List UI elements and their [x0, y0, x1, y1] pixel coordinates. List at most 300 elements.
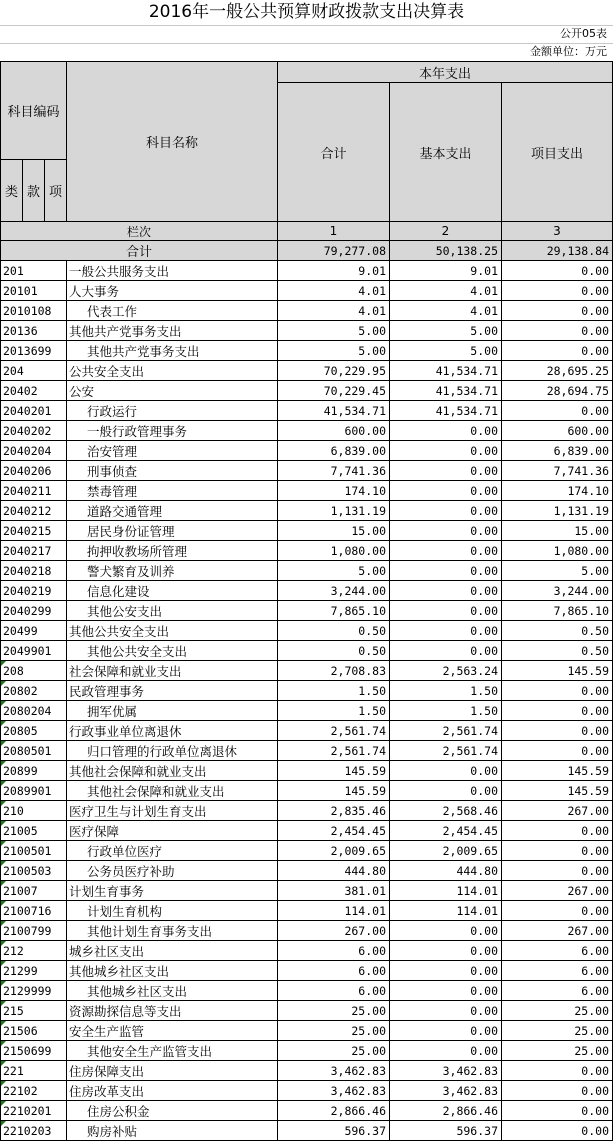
row-basic: 0.00 — [390, 601, 502, 621]
row-code — [1, 361, 67, 381]
row-project: 25.00 — [502, 1001, 613, 1021]
row-project: 7,741.36 — [502, 461, 613, 481]
row-total: 25.00 — [278, 1021, 390, 1041]
cell-marker-icon — [1, 841, 6, 846]
row-code — [1, 501, 67, 521]
row-total: 2,009.65 — [278, 841, 390, 861]
total-row-project: 29,138.84 — [502, 241, 613, 261]
row-name: 一般行政管理事务 — [67, 421, 278, 441]
row-basic: 0.00 — [390, 621, 502, 641]
row-total: 444.80 — [278, 861, 390, 881]
cell-marker-icon — [1, 861, 6, 866]
row-project: 28,695.25 — [502, 361, 613, 381]
row-name: 计划生育机构 — [67, 901, 278, 921]
row-total: 6.00 — [278, 961, 390, 981]
row-name: 其他共产党事务支出 — [67, 321, 278, 341]
row-name: 公安 — [67, 381, 278, 401]
cell-marker-icon — [1, 661, 6, 666]
row-basic: 114.01 — [390, 901, 502, 921]
row-total: 25.00 — [278, 1001, 390, 1021]
table-row — [1, 301, 613, 321]
table-row — [1, 1001, 613, 1021]
row-basic: 2,866.46 — [390, 1101, 502, 1121]
header-code: 科目编码 — [1, 62, 67, 160]
row-code-text: 21005 — [3, 823, 38, 838]
table-row — [1, 321, 613, 341]
row-basic: 0.00 — [390, 961, 502, 981]
row-name: 警犬繁育及训养 — [67, 561, 278, 581]
row-code — [1, 421, 67, 441]
row-code — [1, 721, 67, 741]
cell-marker-icon — [1, 901, 6, 906]
row-code-text: 21299 — [3, 963, 38, 978]
row-code-text: 2040217 — [3, 543, 52, 558]
row-basic: 5.00 — [390, 321, 502, 341]
table-row — [1, 621, 613, 641]
table-row — [1, 581, 613, 601]
row-code-text: 212 — [3, 943, 24, 958]
row-code-text: 210 — [3, 803, 24, 818]
row-project: 0.00 — [502, 721, 613, 741]
row-total: 5.00 — [278, 341, 390, 361]
row-total: 9.01 — [278, 261, 390, 281]
row-name: 人大事务 — [67, 281, 278, 301]
row-code-text: 215 — [3, 1003, 24, 1018]
column-number-3: 3 — [502, 222, 613, 241]
row-code — [1, 801, 67, 821]
row-basic: 5.00 — [390, 341, 502, 361]
cell-marker-icon — [1, 881, 6, 886]
row-code-text: 201 — [3, 263, 24, 278]
row-total: 7,741.36 — [278, 461, 390, 481]
row-code-text: 20805 — [3, 723, 38, 738]
row-code — [1, 1021, 67, 1041]
row-total: 70,229.45 — [278, 381, 390, 401]
row-code-text: 2040212 — [3, 503, 52, 518]
row-total: 4.01 — [278, 281, 390, 301]
row-project: 0.00 — [502, 281, 613, 301]
row-code — [1, 621, 67, 641]
row-code — [1, 341, 67, 361]
header-group: 本年支出 — [278, 62, 613, 83]
cell-marker-icon — [1, 701, 6, 706]
row-basic: 2,568.46 — [390, 801, 502, 821]
page-title: 2016年一般公共预算财政拨款支出决算表 — [148, 2, 465, 22]
row-project: 0.00 — [502, 401, 613, 421]
table-row — [1, 561, 613, 581]
row-project: 0.00 — [502, 861, 613, 881]
row-basic: 41,534.71 — [390, 381, 502, 401]
row-basic: 9.01 — [390, 261, 502, 281]
row-total: 145.59 — [278, 781, 390, 801]
row-name: 公务员医疗补助 — [67, 861, 278, 881]
divider — [0, 43, 613, 44]
row-name: 住房保障支出 — [67, 1061, 278, 1081]
column-number-1: 1 — [278, 222, 390, 241]
row-code-text: 20499 — [3, 623, 38, 638]
row-name: 其他公共安全支出 — [67, 621, 278, 641]
row-name: 计划生育事务 — [67, 881, 278, 901]
row-code — [1, 521, 67, 541]
row-project: 0.00 — [502, 341, 613, 361]
row-total: 3,462.83 — [278, 1081, 390, 1101]
header-basic: 基本支出 — [390, 83, 502, 222]
row-code-text: 2100503 — [3, 863, 52, 878]
expenditure-table — [0, 61, 613, 1141]
row-total: 2,708.83 — [278, 661, 390, 681]
row-code-text: 2040211 — [3, 483, 52, 498]
row-total: 381.01 — [278, 881, 390, 901]
table-row — [1, 361, 613, 381]
row-project: 6.00 — [502, 941, 613, 961]
row-total: 596.37 — [278, 1121, 390, 1141]
row-code-text: 2100799 — [3, 923, 52, 938]
row-project: 267.00 — [502, 881, 613, 901]
row-code — [1, 901, 67, 921]
row-code — [1, 681, 67, 701]
row-code — [1, 321, 67, 341]
row-project: 0.00 — [502, 741, 613, 761]
row-name: 公共安全支出 — [67, 361, 278, 381]
row-basic: 2,563.24 — [390, 661, 502, 681]
row-project: 6.00 — [502, 981, 613, 1001]
row-total: 70,229.95 — [278, 361, 390, 381]
row-project: 25.00 — [502, 1041, 613, 1061]
row-basic: 0.00 — [390, 1041, 502, 1061]
row-project: 0.00 — [502, 821, 613, 841]
row-code-text: 2080204 — [3, 703, 52, 718]
row-project: 0.50 — [502, 641, 613, 661]
row-name: 其他公共安全支出 — [67, 641, 278, 661]
total-row-basic: 50,138.25 — [390, 241, 502, 261]
row-project: 0.00 — [502, 1081, 613, 1101]
row-project: 0.00 — [502, 1101, 613, 1121]
row-name: 其他社会保障和就业支出 — [67, 761, 278, 781]
row-code — [1, 261, 67, 281]
row-code — [1, 401, 67, 421]
row-code-text: 2013699 — [3, 343, 52, 358]
row-basic: 0.00 — [390, 1001, 502, 1021]
row-code — [1, 661, 67, 681]
row-name: 代表工作 — [67, 301, 278, 321]
row-project: 0.00 — [502, 301, 613, 321]
table-row — [1, 481, 613, 501]
row-total: 1.50 — [278, 681, 390, 701]
row-project: 600.00 — [502, 421, 613, 441]
header-xiang: 项 — [45, 160, 67, 222]
row-basic: 1.50 — [390, 701, 502, 721]
row-project: 25.00 — [502, 1021, 613, 1041]
table-row — [1, 1101, 613, 1121]
row-name: 医疗保障 — [67, 821, 278, 841]
row-code-text: 2040299 — [3, 603, 52, 618]
row-name: 其他公安支出 — [67, 601, 278, 621]
table-row — [1, 421, 613, 441]
row-code — [1, 1081, 67, 1101]
row-name: 其他城乡社区支出 — [67, 961, 278, 981]
row-name: 其他安全生产监管支出 — [67, 1041, 278, 1061]
row-code-text: 2040215 — [3, 523, 52, 538]
row-basic: 3,462.83 — [390, 1081, 502, 1101]
cell-marker-icon — [1, 1121, 6, 1126]
row-total: 6.00 — [278, 941, 390, 961]
row-name: 行政单位医疗 — [67, 841, 278, 861]
cell-marker-icon — [1, 781, 6, 786]
row-code-text: 2010108 — [3, 303, 52, 318]
row-total: 1.50 — [278, 701, 390, 721]
row-project: 0.00 — [502, 261, 613, 281]
row-code — [1, 461, 67, 481]
form-code: 公开05表 — [560, 27, 607, 40]
row-code-text: 2100501 — [3, 843, 52, 858]
row-project: 145.59 — [502, 761, 613, 781]
row-name: 住房改革支出 — [67, 1081, 278, 1101]
table-row — [1, 841, 613, 861]
header-project: 项目支出 — [502, 83, 613, 222]
row-total: 5.00 — [278, 321, 390, 341]
cell-marker-icon — [1, 1101, 6, 1106]
table-row — [1, 641, 613, 661]
row-name: 拘押收教场所管理 — [67, 541, 278, 561]
row-code — [1, 581, 67, 601]
row-total: 2,561.74 — [278, 741, 390, 761]
row-basic: 0.00 — [390, 461, 502, 481]
table-row — [1, 781, 613, 801]
row-basic: 0.00 — [390, 441, 502, 461]
row-code-text: 2210201 — [3, 1103, 52, 1118]
row-basic: 596.37 — [390, 1121, 502, 1141]
row-name: 行政事业单位离退休 — [67, 721, 278, 741]
header-name: 科目名称 — [67, 62, 278, 222]
row-name: 资源勘探信息等支出 — [67, 1001, 278, 1021]
row-total: 2,866.46 — [278, 1101, 390, 1121]
row-code — [1, 561, 67, 581]
row-name: 住房公积金 — [67, 1101, 278, 1121]
row-code-text: 20101 — [3, 283, 38, 298]
cell-marker-icon — [1, 1001, 6, 1006]
row-total: 0.50 — [278, 621, 390, 641]
row-project: 0.50 — [502, 621, 613, 641]
row-basic: 4.01 — [390, 281, 502, 301]
row-name: 医疗卫生与计划生育支出 — [67, 801, 278, 821]
row-code-text: 21007 — [3, 883, 38, 898]
row-basic: 0.00 — [390, 941, 502, 961]
row-code — [1, 481, 67, 501]
row-total: 3,462.83 — [278, 1061, 390, 1081]
row-project: 0.00 — [502, 1121, 613, 1141]
table-row — [1, 981, 613, 1001]
table-row — [1, 1021, 613, 1041]
row-total: 25.00 — [278, 1041, 390, 1061]
row-basic: 0.00 — [390, 921, 502, 941]
table-row — [1, 961, 613, 981]
row-code-text: 21506 — [3, 1023, 38, 1038]
row-code-text: 204 — [3, 363, 24, 378]
row-total: 114.01 — [278, 901, 390, 921]
table-row — [1, 861, 613, 881]
row-basic: 41,534.71 — [390, 401, 502, 421]
table-row — [1, 821, 613, 841]
row-code — [1, 941, 67, 961]
row-code-text: 2040218 — [3, 563, 52, 578]
row-code-text: 2129999 — [3, 983, 52, 998]
unit-label: 金额单位：万元 — [530, 45, 607, 58]
row-code-text: 2040201 — [3, 403, 52, 418]
row-code — [1, 1001, 67, 1021]
row-code — [1, 1041, 67, 1061]
row-project: 267.00 — [502, 921, 613, 941]
row-code-text: 2049901 — [3, 643, 52, 658]
row-project: 5.00 — [502, 561, 613, 581]
row-project: 0.00 — [502, 681, 613, 701]
row-code — [1, 281, 67, 301]
table-row — [1, 1041, 613, 1061]
row-basic: 0.00 — [390, 761, 502, 781]
row-basic: 0.00 — [390, 781, 502, 801]
row-name: 其他共产党事务支出 — [67, 341, 278, 361]
row-basic: 114.01 — [390, 881, 502, 901]
table-row — [1, 1061, 613, 1081]
row-project: 15.00 — [502, 521, 613, 541]
row-code-text: 2089901 — [3, 783, 52, 798]
row-code-text: 2040204 — [3, 443, 52, 458]
row-code-text: 22102 — [3, 1083, 38, 1098]
row-total: 15.00 — [278, 521, 390, 541]
table-row — [1, 1081, 613, 1101]
cell-marker-icon — [1, 761, 6, 766]
row-name: 购房补贴 — [67, 1121, 278, 1141]
row-project: 28,694.75 — [502, 381, 613, 401]
row-name: 行政运行 — [67, 401, 278, 421]
row-basic: 4.01 — [390, 301, 502, 321]
table-row — [1, 281, 613, 301]
cell-marker-icon — [1, 681, 6, 686]
table-row — [1, 801, 613, 821]
header-kuan: 款 — [23, 160, 45, 222]
row-project: 145.59 — [502, 661, 613, 681]
row-basic: 444.80 — [390, 861, 502, 881]
table-row — [1, 941, 613, 961]
row-basic: 0.00 — [390, 521, 502, 541]
row-basic: 0.00 — [390, 501, 502, 521]
row-total: 41,534.71 — [278, 401, 390, 421]
row-basic: 0.00 — [390, 981, 502, 1001]
row-project: 6.00 — [502, 961, 613, 981]
row-project: 0.00 — [502, 1061, 613, 1081]
row-code — [1, 641, 67, 661]
cell-marker-icon — [1, 721, 6, 726]
row-basic: 3,462.83 — [390, 1061, 502, 1081]
cell-marker-icon — [1, 941, 6, 946]
row-project: 0.00 — [502, 901, 613, 921]
row-code — [1, 381, 67, 401]
row-basic: 0.00 — [390, 1021, 502, 1041]
row-total: 6,839.00 — [278, 441, 390, 461]
table-row — [1, 261, 613, 281]
table-row — [1, 461, 613, 481]
cell-marker-icon — [1, 1061, 6, 1066]
row-project: 7,865.10 — [502, 601, 613, 621]
table-row — [1, 441, 613, 461]
row-code — [1, 701, 67, 721]
table-row — [1, 601, 613, 621]
row-code — [1, 761, 67, 781]
table-row — [1, 1121, 613, 1141]
row-name: 拥军优属 — [67, 701, 278, 721]
table-row — [1, 381, 613, 401]
row-code — [1, 861, 67, 881]
row-project: 1,080.00 — [502, 541, 613, 561]
row-name: 城乡社区支出 — [67, 941, 278, 961]
row-code — [1, 981, 67, 1001]
row-project: 267.00 — [502, 801, 613, 821]
row-code-text: 2040202 — [3, 423, 52, 438]
total-row-label: 合计 — [1, 241, 278, 261]
row-code-text: 2210203 — [3, 1123, 52, 1138]
row-code-text: 20136 — [3, 323, 38, 338]
row-code — [1, 441, 67, 461]
table-row — [1, 901, 613, 921]
row-name: 安全生产监管 — [67, 1021, 278, 1041]
table-row — [1, 521, 613, 541]
table-row — [1, 721, 613, 741]
row-basic: 0.00 — [390, 581, 502, 601]
cell-marker-icon — [1, 1021, 6, 1026]
row-basic: 0.00 — [390, 561, 502, 581]
row-code-text: 208 — [3, 663, 24, 678]
row-project: 0.00 — [502, 321, 613, 341]
total-row-total: 79,277.08 — [278, 241, 390, 261]
row-project: 1,131.19 — [502, 501, 613, 521]
row-basic: 2,454.45 — [390, 821, 502, 841]
cell-marker-icon — [1, 741, 6, 746]
row-code-text: 20802 — [3, 683, 38, 698]
row-project: 6,839.00 — [502, 441, 613, 461]
row-code — [1, 1121, 67, 1141]
row-code — [1, 881, 67, 901]
row-basic: 1.50 — [390, 681, 502, 701]
row-project: 0.00 — [502, 701, 613, 721]
row-project: 145.59 — [502, 781, 613, 801]
row-project: 174.10 — [502, 481, 613, 501]
row-basic: 2,561.74 — [390, 721, 502, 741]
row-total: 174.10 — [278, 481, 390, 501]
row-total: 600.00 — [278, 421, 390, 441]
row-total: 1,131.19 — [278, 501, 390, 521]
row-name: 民政管理事务 — [67, 681, 278, 701]
row-name: 其他计划生育事务支出 — [67, 921, 278, 941]
table-row — [1, 501, 613, 521]
table-row — [1, 701, 613, 721]
table-row — [1, 881, 613, 901]
header-total: 合计 — [278, 83, 390, 222]
row-code-text: 20402 — [3, 383, 38, 398]
row-code-text: 20899 — [3, 763, 38, 778]
table-row — [1, 661, 613, 681]
row-basic: 2,009.65 — [390, 841, 502, 861]
row-total: 5.00 — [278, 561, 390, 581]
cell-marker-icon — [1, 1041, 6, 1046]
row-total: 6.00 — [278, 981, 390, 1001]
row-code — [1, 1101, 67, 1121]
column-number-2: 2 — [390, 222, 502, 241]
table-row — [1, 921, 613, 941]
row-name: 归口管理的行政单位离退休 — [67, 741, 278, 761]
row-total: 2,454.45 — [278, 821, 390, 841]
row-total: 145.59 — [278, 761, 390, 781]
cell-marker-icon — [1, 921, 6, 926]
row-basic: 0.00 — [390, 641, 502, 661]
